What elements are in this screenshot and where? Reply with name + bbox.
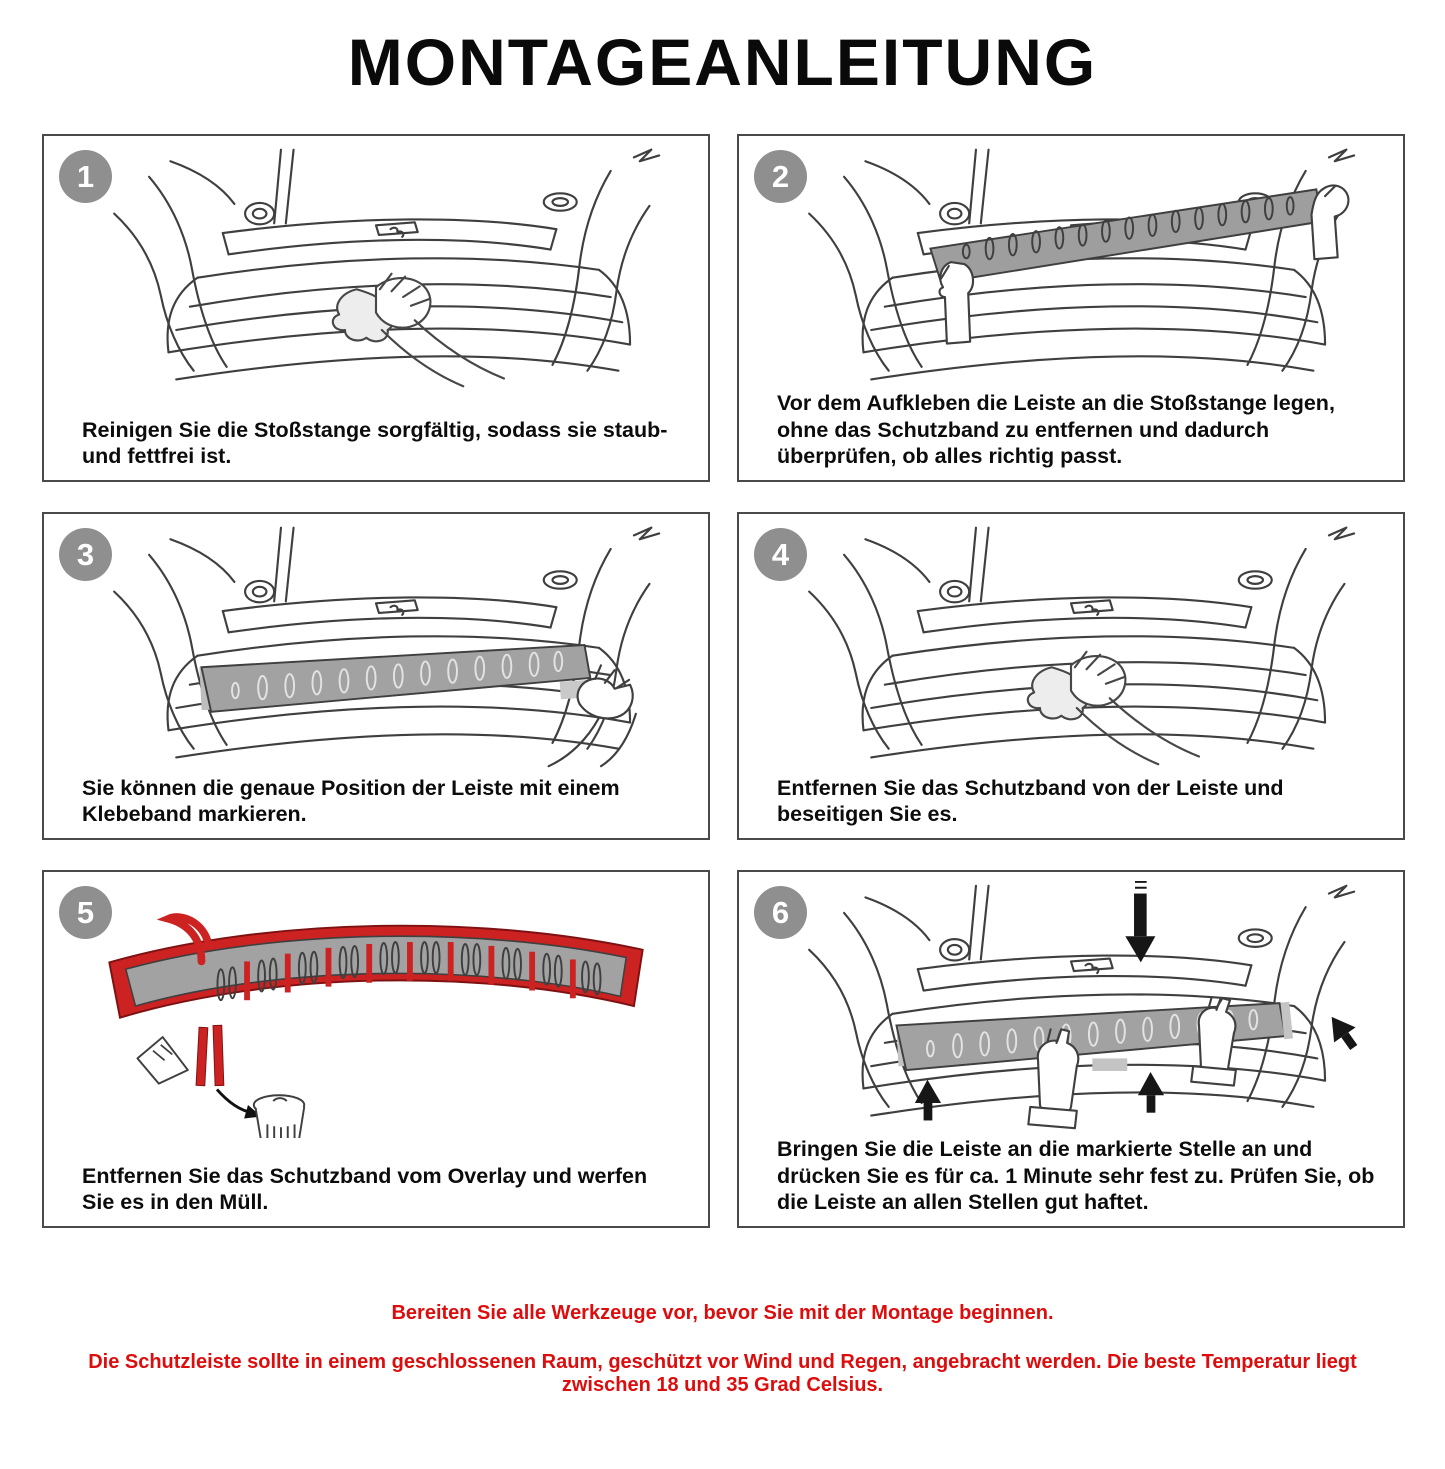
step-number-badge: 3 — [59, 528, 112, 581]
step-number-badge: 6 — [754, 886, 807, 939]
step-number-badge: 2 — [754, 150, 807, 203]
step-panel-3 — [42, 512, 710, 840]
down-arrow-icon — [1125, 882, 1155, 962]
discard-tape-group — [137, 1025, 304, 1138]
car-rear-icon — [114, 150, 659, 380]
tape-tab-icon — [1092, 1058, 1127, 1071]
step-caption: Entfernen Sie das Schutzband von der Leiste und beseitigen Sie es. — [777, 775, 1284, 827]
step-caption: Vor dem Aufkleben die Leiste an die Stoßstange legen, ohne das Schutzband zu entfernen und dadurch überprüfen, ob alles richtig passt. — [777, 391, 1335, 469]
illustration-test-fit-strip — [751, 140, 1391, 392]
car-rear-icon — [809, 528, 1354, 758]
step-panel-4 — [737, 512, 1405, 840]
hand-icon — [137, 1037, 187, 1084]
step-caption: Sie können die genaue Position der Leiste mit einem Klebeband markieren. — [82, 775, 620, 827]
red-tape-icon — [196, 1025, 224, 1085]
step-panel-1 — [42, 134, 710, 482]
up-arrow-icon — [1321, 1009, 1364, 1055]
step-caption: Reinigen Sie die Stoßstange sorgfältig, sodass sie staub- und fettfrei ist. — [82, 417, 668, 469]
footer-note-tools: Bereiten Sie alle Werkzeuge vor, bevor Sie mit der Montage beginnen. — [391, 1302, 1054, 1324]
car-rear-icon — [809, 150, 1354, 380]
step-number-badge: 5 — [59, 886, 112, 939]
steps-grid — [42, 134, 1405, 1228]
illustration-remove-protective-tape — [751, 518, 1391, 770]
illustration-peel-overlay-tape — [56, 876, 696, 1138]
illustration-clean-bumper — [56, 140, 696, 392]
step-panel-5 — [42, 870, 710, 1228]
illustration-mark-position — [56, 518, 696, 770]
step-caption: Entfernen Sie das Schutzband vom Overlay und werfen Sie es in den Müll. — [82, 1163, 648, 1215]
overlay-strip-icon — [109, 917, 642, 1018]
illustration-press-strip — [751, 876, 1391, 1138]
strip-overlay-icon — [930, 189, 1322, 282]
montage-guide-page — [0, 24, 1445, 1397]
step-number-badge: 4 — [754, 528, 807, 581]
step-panel-6 — [737, 870, 1405, 1228]
footer-notes — [0, 1302, 1445, 1397]
car-rear-icon — [809, 886, 1354, 1116]
step-number-badge: 1 — [59, 150, 112, 203]
page-title: MONTAGEANLEITUNG — [347, 25, 1098, 99]
trash-can-icon — [254, 1095, 304, 1138]
up-arrow-icon — [915, 1080, 941, 1121]
strip-overlay-icon — [201, 645, 590, 712]
up-arrow-icon — [1138, 1072, 1164, 1113]
step-caption: Bringen Sie die Leiste an die markierte Stelle an und drücken Sie es für ca. 1 Minute sehr fest zu. Prüfen Sie, ob die Leiste an allen Stellen gut haftet. — [777, 1137, 1375, 1215]
step-panel-2 — [737, 134, 1405, 482]
footer-note-environment: Die Schutzleiste sollte in einem geschlossenen Raum, geschützt vor Wind und Regen, angebracht werden. Die beste Temperatur liegt zwischen 18 und 35 Grad Celsius. — [88, 1351, 1357, 1396]
car-rear-icon — [114, 528, 659, 758]
